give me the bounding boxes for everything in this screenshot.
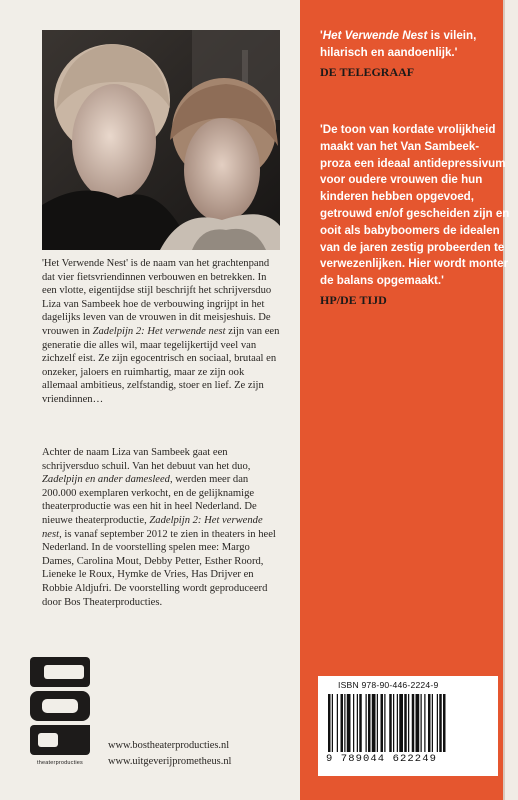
- url-bostheater[interactable]: www.bostheaterproducties.nl: [108, 740, 230, 751]
- barcode-icon: [326, 694, 490, 752]
- isbn-label: ISBN 978-90-446-2224-9: [338, 680, 439, 690]
- blurb-paragraph-1: 'Het Verwende Nest' is de naam van het grachtenpand dat vier fietsvriendinnen verbouwen en betrekken. In een vlotte, eigentijdse stijl beschrijft het schrijversduo Liza van Sambeek hoe de verbouwing ingrijpt in het dagelijks leven van de vrouwen in dit meisjeshuis. De vrouwen in Zadelpijn 2: Het verwende nest zijn van een generatie die alles wil, maar tegelijkertijd veel van zichzelf eist. Ze zijn egocentrisch en sociaal, brutaal en onzeker, jaloers en ruimhartig, maar ze zijn ook allemaal ambitieus, zelfstandig, stoer en lief. Ze zijn vriendinnen…: [42, 258, 280, 405]
- author-photo: [42, 30, 280, 250]
- debut-title: Zadelpijn en ander damesleed: [42, 474, 170, 486]
- page-edge: [503, 0, 518, 800]
- page-edge-shadow: [503, 0, 505, 800]
- isbn-barcode: [318, 676, 498, 776]
- review-quote-1: 'Het Verwende Nest is vilein, hilarisch en aandoenlijk.' DE TELEGRAAF: [320, 28, 510, 80]
- quote-source-2: HP/DE TIJD: [320, 292, 387, 307]
- quote-book-title: Het Verwende Nest: [322, 29, 428, 42]
- website-links: [108, 738, 231, 770]
- production-title: Zadelpijn 2: Het verwende nest: [42, 514, 263, 540]
- barcode-digits: 9 789044 622249: [326, 753, 438, 765]
- blurb-paragraph-2: Achter de naam Liza van Sambeek gaat een schrijversduo schuil. Van het debuut van het duo, Zadelpijn en ander damesleed, werden meer dan 200.000 exemplaren verkocht, en de gelijknamige theaterproductie was een hit in heel Nederland. De nieuwe theaterproductie, Zadelpijn 2: Het verwende nest, is vanaf september 2012 te zien in theaters in heel Nederland. In de voorstelling spelen mee: Margo Dames, Carolina Mout, Debby Petter, Esther Roord, Lieneke le Roux, Hymke de Vries, Has Drijver en Robbie Aldjufri. De voorstelling wordt geproduceerd door Bos Theaterproducties.: [42, 447, 276, 608]
- url-prometheus[interactable]: www.uitgeverijprometheus.nl: [108, 756, 232, 767]
- bos-logo-icon: [24, 655, 96, 775]
- review-quote-2: 'De toon van kordate vrolijkheid maakt van het Van Sambeek-proza een ideaal antidepressivum voor oudere vrouwen die hun kinderen hebben opgevoed, getrouwd en/of gescheiden zijn en ooit als babyboomers de idealen van de jaren zestig probeerden te verwezenlijken. Hier wordt monter de balans opgemaakt.' HP/DE TIJD: [320, 123, 510, 307]
- logo-caption: theaterproducties: [37, 760, 83, 766]
- book-title: Zadelpijn 2: Het verwende nest: [92, 325, 226, 337]
- quote-source-1: DE TELEGRAAF: [320, 64, 415, 79]
